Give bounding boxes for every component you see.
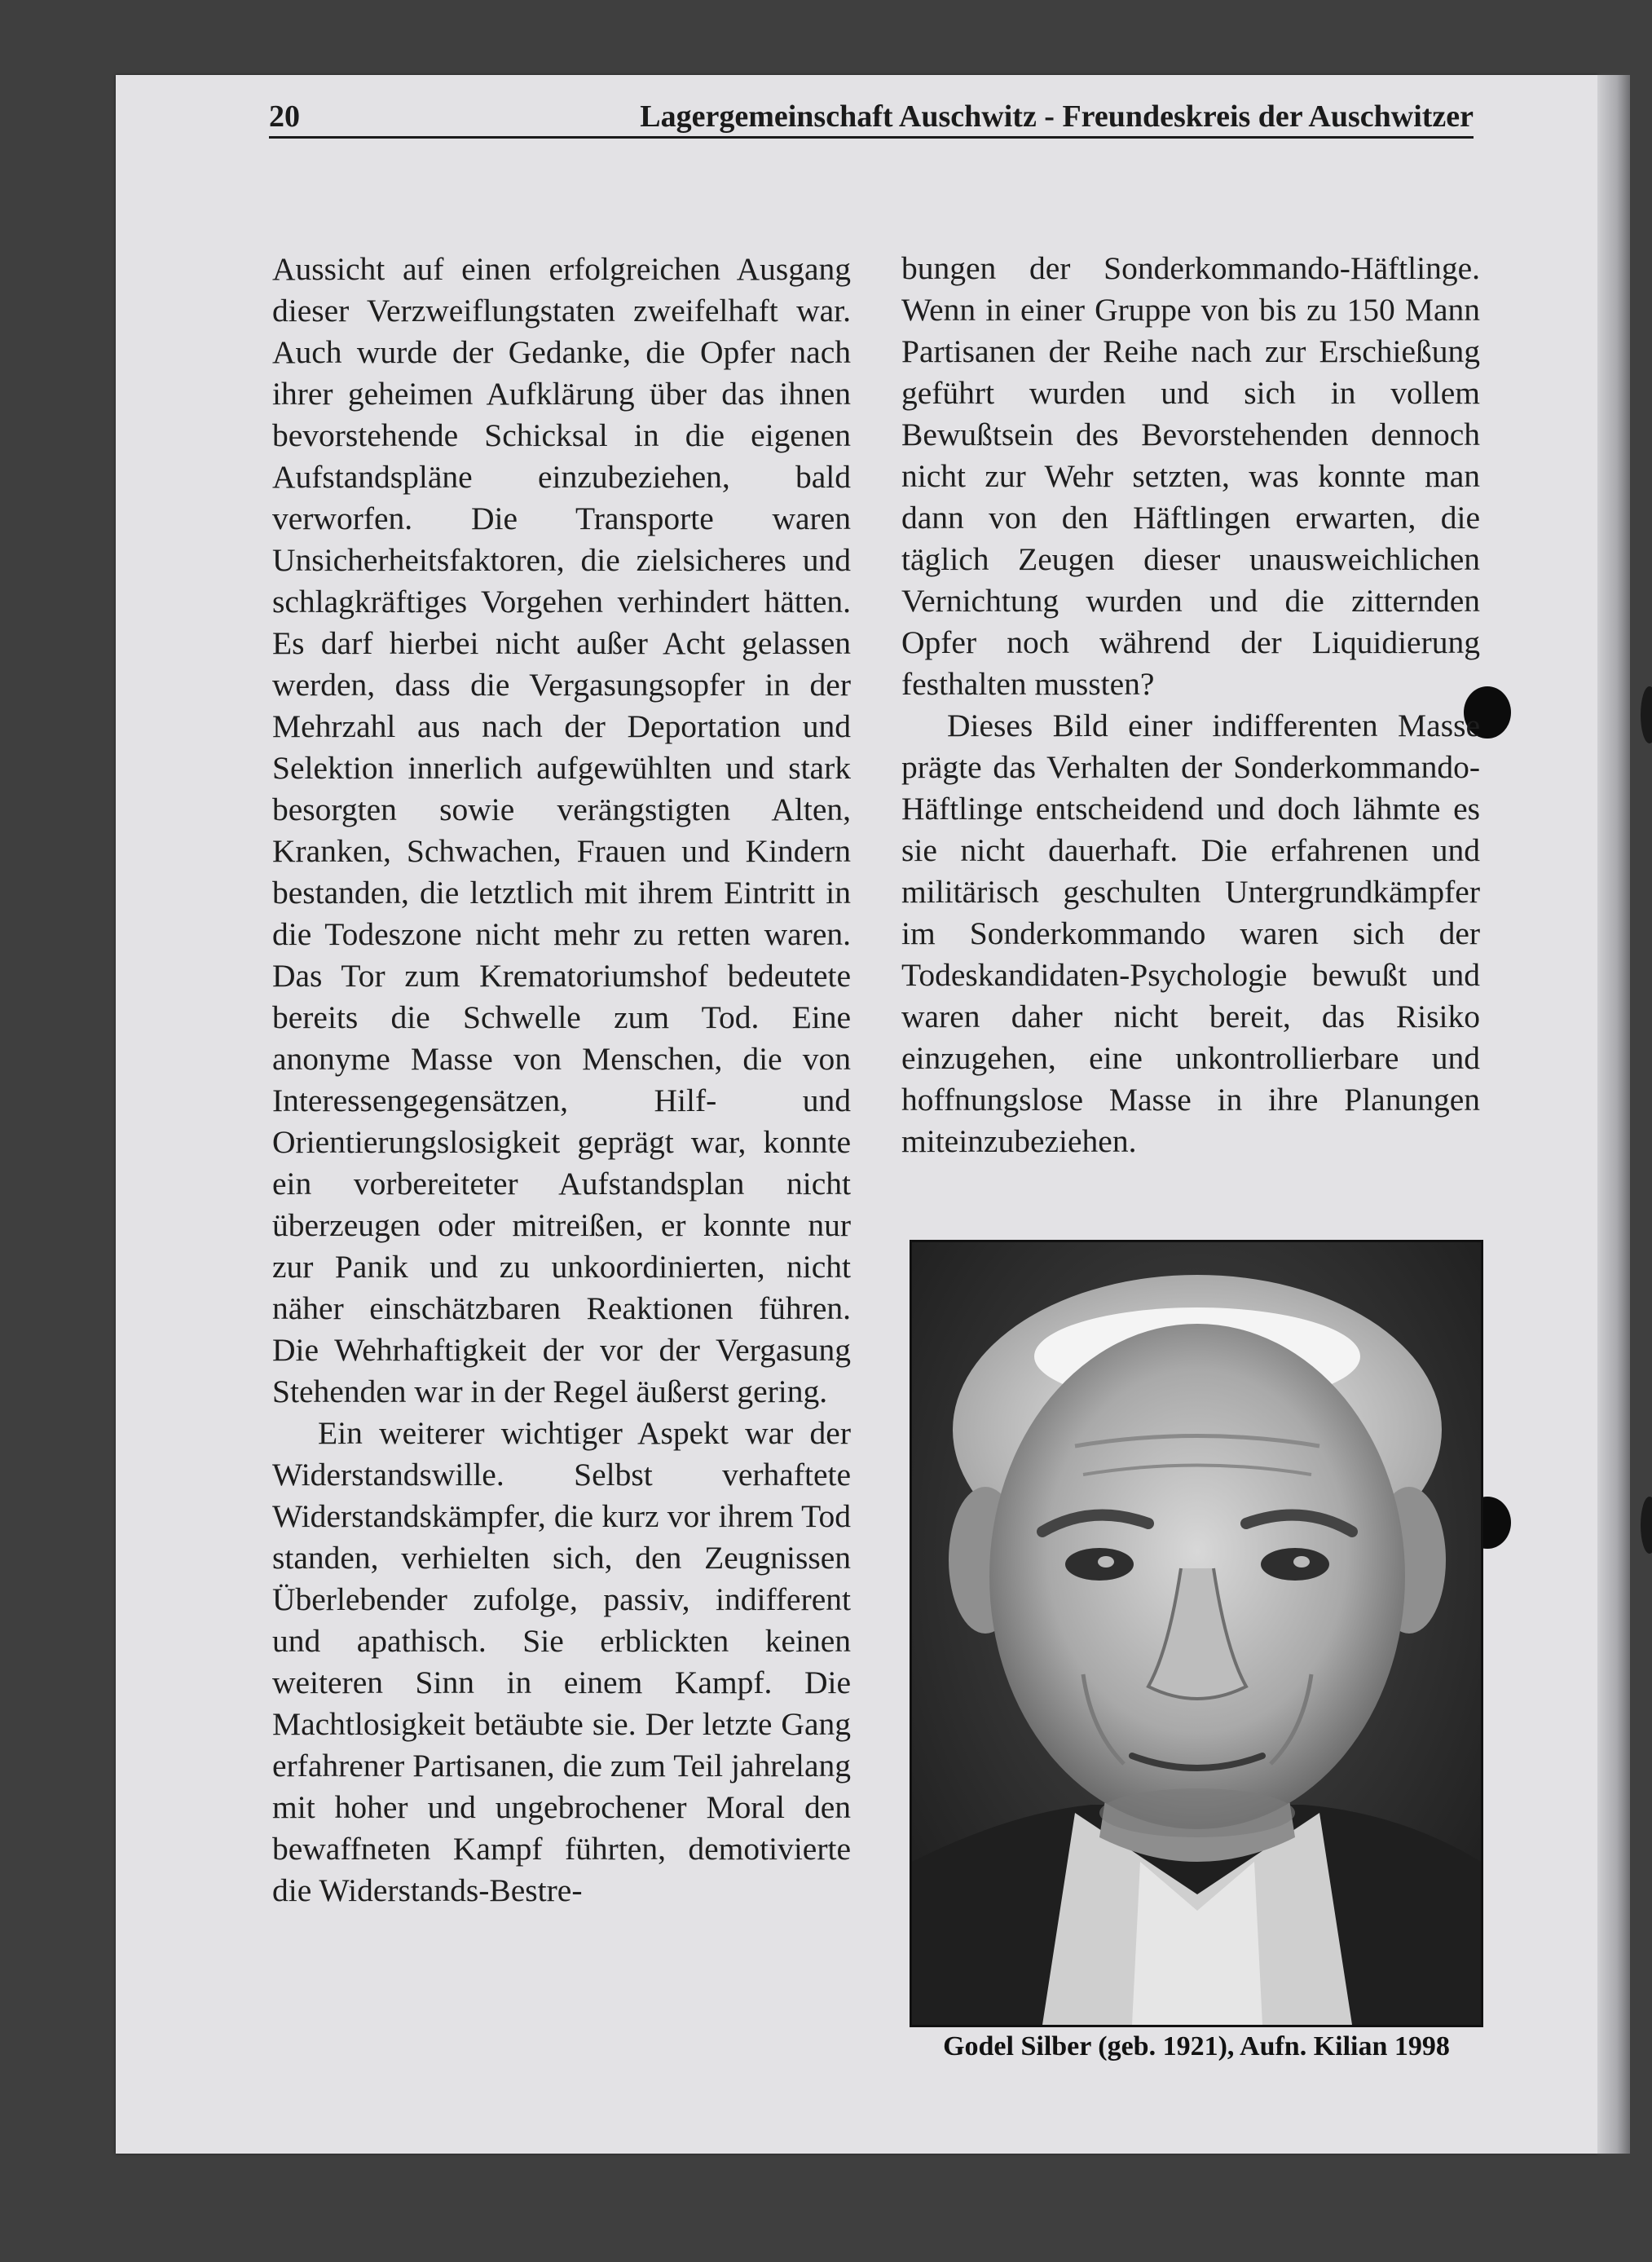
running-title: Lagergemeinschaft Auschwitz - Freundeskreis der Auschwitzer	[640, 99, 1474, 134]
binder-ring-upper	[1641, 686, 1652, 743]
paragraph: Dieses Bild einer indifferenten Masse prägte das Verhalten der Sonderkommando-Häftlinge entscheidend und doch lähmte es sie nicht dauerhaft. Die erfahrenen und militärisch geschulten Untergrundkämpfer im Sonderkommando waren sich der Todeskandidaten-Psychologie bewußt und waren daher nicht bereit, das Risiko einzugehen, eine unkontrollierbare und hoffnungslose Masse in ihre Planungen miteinzubeziehen.	[901, 708, 1480, 1159]
paragraph: Ein weiterer wichtiger Aspekt war der Widerstandswille. Selbst verhaftete Widerstandskämpfer, die kurz vor ihrem Tod standen, verhielten sich, den Zeugnissen Überlebender zufolge, passiv, indifferent und apathisch. Sie erblickten keinen weiteren Sinn in einem Kampf. Die Machtlosigkeit betäubte sie. Der letzte Gang erfahrener Partisanen, die zum Teil jahrelang mit hoher und ungebrochener Moral den bewaffneten Kampf führten, demotivierte die Widerstands-Bestre-	[272, 1415, 851, 1908]
portrait-photo	[910, 1240, 1483, 2027]
right-text-column	[901, 248, 1480, 1162]
binder-ring-lower	[1641, 1497, 1652, 1554]
paragraph: Aussicht auf einen erfolgreichen Ausgang dieser Verzweiflungstaten zweifelhaft war. Auch wurde der Gedanke, die Opfer nach ihrer geheimen Aufklärung über das ihnen bevorstehende Schicksal in die eigenen Aufstandspläne einzubeziehen, bald verworfen. Die Transporte waren Unsicherheitsfaktoren, die zielsicheres und schlagkräftiges Vorgehen verhindert hätten. Es darf hierbei nicht außer Acht gelassen werden, dass die Vergasungsopfer in der Mehrzahl aus nach der Deportation und Selektion innerlich aufgewühlten und stark besorgten sowie verängstigten Alten, Kranken, Schwachen, Frauen und Kindern bestanden, die letztlich mit ihrem Eintritt in die Todeszone nicht mehr zu retten waren. Das Tor zum Krematoriumshof bedeutete bereits die Schwelle zum Tod. Eine anonyme Masse von Menschen, die von Interessengegensätzen, Hilf- und Orientierungslosigkeit geprägt war, konnte ein vorbereiteter Aufstandsplan nicht überzeugen oder mitreißen, er konnte nur zur Panik und zu unkoordinierten, nicht näher einschätzbaren Reaktionen führen. Die Wehrhaftigkeit der vor der Vergasung Stehenden war in der Regel äußerst gering.	[272, 251, 851, 1409]
paragraph: bungen der Sonderkommando-Häftlinge. Wenn in einer Gruppe von bis zu 150 Mann Partisanen der Reihe nach zur Erschießung geführt wurden und sich in vollem Bewußtsein des Bevorstehenden dennoch nicht zur Wehr setzten, was konnte man dann von den Häftlingen erwarten, die täglich Zeugen dieser unausweichlichen Vernichtung wurden und die zitternden Opfer noch während der Liquidierung festhalten mussten?	[901, 250, 1480, 702]
left-text-column	[272, 249, 851, 1911]
portrait-image	[912, 1242, 1481, 2025]
page-header	[269, 94, 1474, 139]
page-edge-shadow	[1597, 75, 1630, 2154]
photo-caption: Godel Silber (geb. 1921), Aufn. Kilian 1998	[943, 2031, 1450, 2061]
page-number: 20	[269, 99, 300, 134]
